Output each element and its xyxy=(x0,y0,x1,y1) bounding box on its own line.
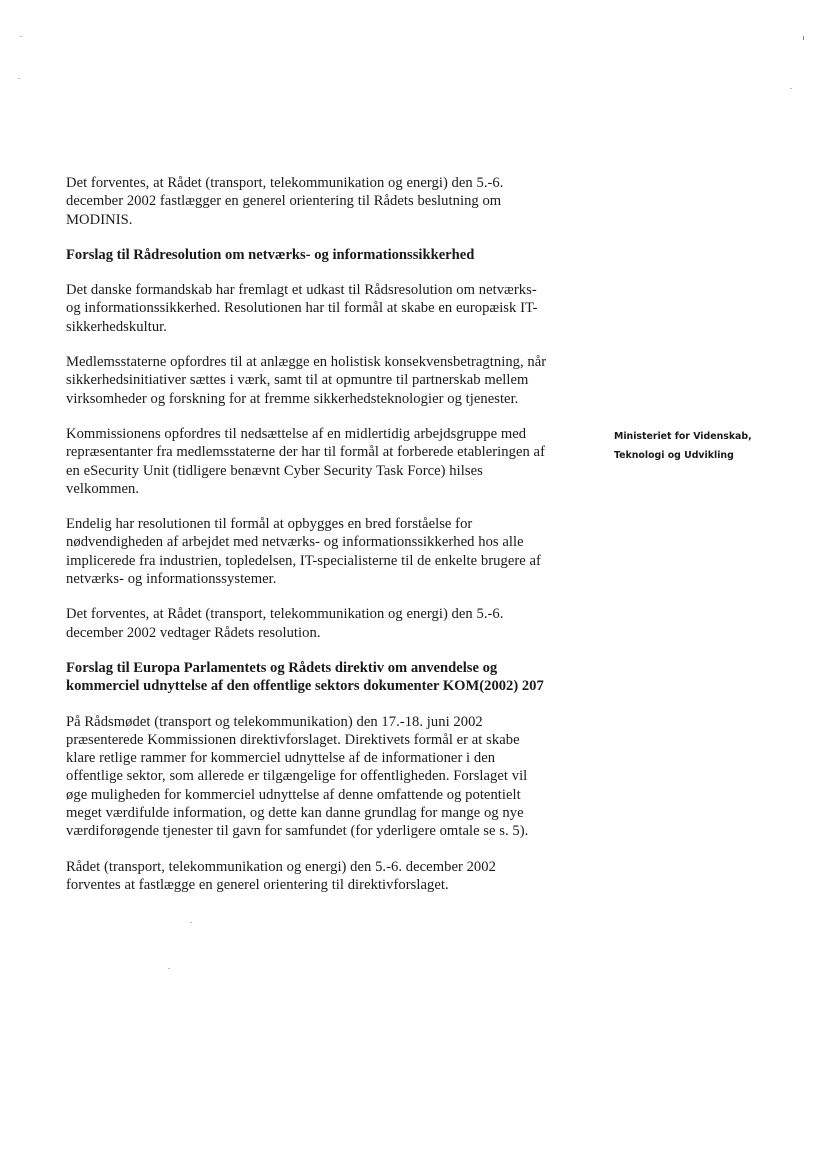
section-heading-resolution xyxy=(66,246,594,264)
heading-line: kommerciel udnyttelse af den offentlige sektors dokumenter KOM(2002) 207 xyxy=(66,678,544,695)
paragraph-general-orientation xyxy=(66,858,594,895)
text-line: en eSecurity Unit (tidligere benævnt Cyber Security Task Force) hilses xyxy=(66,462,483,479)
paragraph-modinis-expectation xyxy=(66,174,594,229)
ministry-name-line: Teknologi og Udvikling xyxy=(614,449,734,461)
scan-speck xyxy=(790,88,792,89)
text-line: På Rådsmødet (transport og telekommunikation) den 17.-18. juni 2002 xyxy=(66,713,483,730)
text-line: klare retlige rammer for kommerciel udnyttelse af de informationer i den xyxy=(66,750,496,767)
paragraph-danish-presidency xyxy=(66,281,594,336)
text-line: MODINIS. xyxy=(66,211,133,228)
scan-speck xyxy=(18,78,20,79)
text-line: meget værdifulde information, og dette kan danne grundlag for mange og nye xyxy=(66,805,524,822)
text-line: Det forventes, at Rådet (transport, telekommunikation og energi) den 5.-6. xyxy=(66,606,504,623)
text-line: Rådet (transport, telekommunikation og energi) den 5.-6. december 2002 xyxy=(66,858,496,875)
text-line: Endelig har resolutionen til formål at opbygges en bred forståelse for xyxy=(66,516,473,533)
text-line: og informationssikkerhed. Resolutionen har til formål at skabe en europæisk IT- xyxy=(66,300,538,317)
paragraph-commission-working-group xyxy=(66,425,594,498)
text-line: offentlige sektor, som allerede er tilgængelige for offentligheden. Forslaget vil xyxy=(66,768,528,785)
text-line: værdiforøgende tjenester til gavn for samfundet (for yderligere omtale se s. 5). xyxy=(66,823,529,840)
text-line: repræsentanter fra medlemsstaterne der har til formål at forberede etableringen af xyxy=(66,444,545,461)
text-line: Det danske formandskab har fremlagt et udkast til Rådsresolution om netværks- xyxy=(66,282,537,299)
heading-line: Forslag til Rådresolution om netværks- og informationssikkerhed xyxy=(66,246,475,263)
ministry-sidebar-label xyxy=(614,428,752,465)
scan-speck xyxy=(803,36,804,40)
paragraph-member-states xyxy=(66,353,594,408)
text-line: Kommissionens opfordres til nedsættelse af en midlertidig arbejdsgruppe med xyxy=(66,425,527,442)
heading-line: Forslag til Europa Parlamentets og Rådets direktiv om anvendelse og xyxy=(66,659,498,676)
text-line: forventes at fastlægge en generel orientering til direktivforslaget. xyxy=(66,876,449,893)
scan-speck xyxy=(168,968,170,969)
paragraph-council-meeting-june xyxy=(66,713,594,841)
text-line: øge muligheden for kommerciel udnyttelse af denne omfattende og potentielt xyxy=(66,786,521,803)
ministry-name-line: Ministeriet for Videnskab, xyxy=(614,431,752,442)
document-body xyxy=(66,174,594,894)
text-line: sikkerhedsinitiativer sættes i værk, samt til at opmuntre til partnerskab mellem xyxy=(66,372,529,389)
text-line: netværks- og informationssystemer. xyxy=(66,571,277,588)
text-line: implicerede fra industrien, topledelsen, IT-specialisterne til de enkelte brugere af xyxy=(66,552,541,569)
scan-speck xyxy=(20,36,22,37)
text-line: sikkerhedskultur. xyxy=(66,318,167,335)
paragraph-resolution-purpose xyxy=(66,515,594,588)
text-line: Det forventes, at Rådet (transport, telekommunikation og energi) den 5.-6. xyxy=(66,175,504,191)
text-line: nødvendigheden af arbejdet med netværks- og informationssikkerhed hos alle xyxy=(66,534,524,551)
scan-speck xyxy=(190,922,192,923)
text-line: præsenterede Kommissionen direktivforslaget. Direktivets formål er at skabe xyxy=(66,731,520,748)
text-line: Medlemsstaterne opfordres til at anlægge en holistisk konsekvensbetragtning, når xyxy=(66,354,547,371)
paragraph-resolution-adoption xyxy=(66,605,594,642)
text-line: december 2002 fastlægger en generel orientering til Rådets beslutning om xyxy=(66,193,502,210)
text-line: velkommen. xyxy=(66,480,140,497)
section-heading-directive xyxy=(66,659,594,696)
text-line: virksomheder og forskning for at fremme sikkerhedsteknologier og tjenester. xyxy=(66,390,519,407)
text-line: december 2002 vedtager Rådets resolution. xyxy=(66,624,321,641)
